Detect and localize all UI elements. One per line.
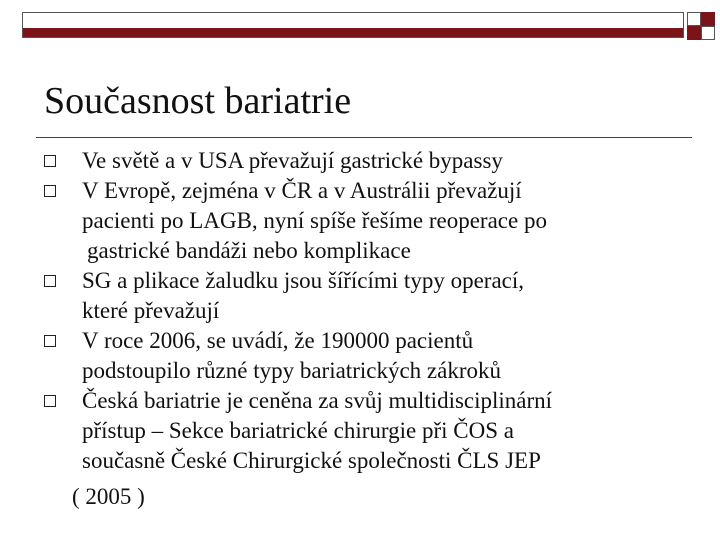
bullet-item — [44, 266, 704, 326]
hollow-square-bullet-icon — [44, 275, 56, 287]
bullet-line: které převažují — [82, 298, 220, 323]
title-divider — [36, 137, 692, 138]
bullet-line: pacienti po LAGB, nyní spíše řešíme reoperace po — [82, 208, 547, 233]
trailing-year-note: ( 2005 ) — [72, 484, 145, 509]
bullet-line: přístup – Sekce bariatrické chirurgie při ČOS a — [82, 418, 514, 443]
bullet-item — [44, 146, 704, 176]
top-decorative-bar — [22, 12, 684, 38]
corner-square-outline — [701, 26, 715, 40]
bullet-line: V roce 2006, se uvádí, že 190000 pacientů — [82, 328, 474, 353]
hollow-square-bullet-icon — [44, 185, 56, 197]
bullet-list — [44, 146, 704, 476]
corner-square-filled — [701, 12, 715, 26]
corner-square-filled — [687, 26, 701, 40]
bullet-line: Ve světě a v USA převažují gastrické bypassy — [82, 148, 503, 173]
bullet-item — [44, 326, 704, 386]
top-bar-accent-stripe — [23, 28, 683, 37]
bullet-item — [44, 176, 704, 266]
corner-square-outline — [687, 12, 701, 26]
bullet-line: V Evropě, zejména v ČR a v Austrálii převažují — [82, 178, 522, 203]
bullet-line: gastrické bandáži nebo komplikace — [87, 238, 411, 263]
bullet-line: SG a plikace žaludku jsou šířícími typy operací, — [82, 268, 524, 293]
bullet-line: podstoupilo různé typy bariatrických zákroků — [82, 358, 501, 383]
hollow-square-bullet-icon — [44, 395, 56, 407]
hollow-square-bullet-icon — [44, 335, 56, 347]
bullet-line: současně České Chirurgické společnosti ČLS JEP — [82, 448, 541, 473]
bullet-item — [44, 386, 704, 476]
hollow-square-bullet-icon — [44, 155, 56, 167]
bullet-line: Česká bariatrie je ceněna za svůj multidisciplinární — [82, 388, 553, 413]
slide-title: Současnost bariatrie — [44, 80, 352, 122]
